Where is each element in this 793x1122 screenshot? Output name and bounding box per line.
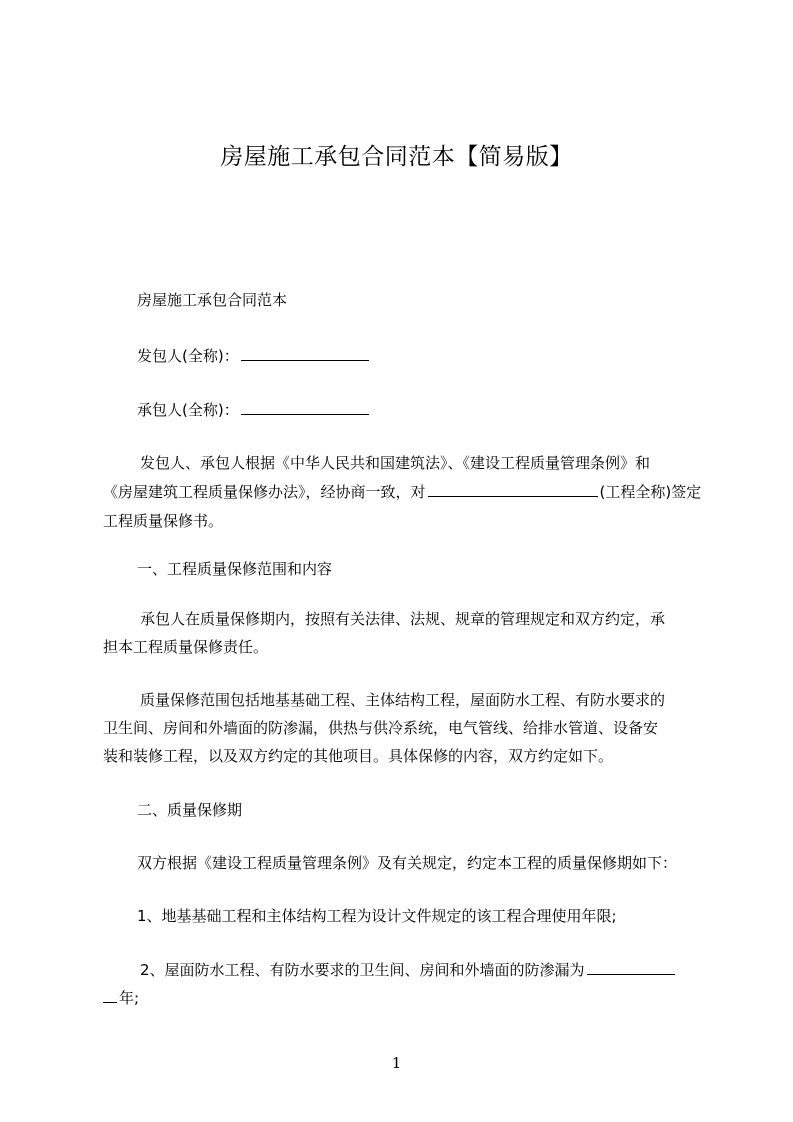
party-b-line <box>137 395 371 425</box>
party-a-line <box>137 341 371 371</box>
section1-p1-line-1: 承包人在质量保修期内，按照有关法律、法规、规章的管理规定和双方约定，承 <box>140 610 666 628</box>
party-b-blank[interactable] <box>241 397 369 415</box>
party-a-blank[interactable] <box>241 343 369 361</box>
intro-line-2b: (工程全称)签定 <box>599 483 702 501</box>
intro-line-2a: 《房屋建筑工程质量保修办法》，经协商一致，对 <box>103 483 426 501</box>
intro-line-3: 工程质量保修书。 <box>103 512 224 530</box>
document-title: 房屋施工承包合同范本【简易版】 <box>220 144 573 170</box>
section2-item-1: 1、地基基础工程和主体结构工程为设计文件规定的该工程合理使用年限; <box>137 907 617 925</box>
section1-heading: 一、工程质量保修范围和内容 <box>137 560 333 578</box>
section1-p2-line-2: 卫生间、房间和外墙面的防渗漏，供热与供冷系统，电气管线、给排水管道、设备安 <box>103 719 659 737</box>
project-name-blank[interactable] <box>428 479 598 497</box>
section1-p1-line-2: 担本工程质量保修责任。 <box>103 638 269 656</box>
page-number: 1 <box>391 1054 402 1072</box>
section1-p2-line-1: 质量保修范围包括地基基础工程、主体结构工程，屋面防水工程、有防水要求的 <box>140 691 666 709</box>
party-a-label: 发包人(全称)： <box>137 347 239 365</box>
section2-p1: 双方根据《建设工程质量管理条例》及有关规定，约定本工程的质量保修期如下： <box>137 854 678 872</box>
section2-item-2-end: 年; <box>119 989 140 1007</box>
section1-p2-line-3: 装和装修工程，以及双方约定的其他项目。具体保修的内容，双方约定如下。 <box>103 747 614 765</box>
section2-item-2-text: 2、屋面防水工程、有防水要求的卫生间、房间和外墙面的防渗漏为 <box>140 961 585 979</box>
intro-line-1: 发包人、承包人根据《中华人民共和国建筑法》、《建设工程质量管理条例》和 <box>140 454 651 472</box>
section2-item-2-line-2 <box>103 983 139 1013</box>
intro-line-2 <box>103 477 701 507</box>
party-b-label: 承包人(全称)： <box>137 401 239 419</box>
waterproof-years-blank-cont[interactable] <box>103 985 117 1003</box>
section2-item-2-line-1 <box>140 955 677 985</box>
section2-heading: 二、质量保修期 <box>137 801 243 819</box>
waterproof-years-blank[interactable] <box>587 957 675 975</box>
subtitle: 房屋施工承包合同范本 <box>137 291 288 309</box>
